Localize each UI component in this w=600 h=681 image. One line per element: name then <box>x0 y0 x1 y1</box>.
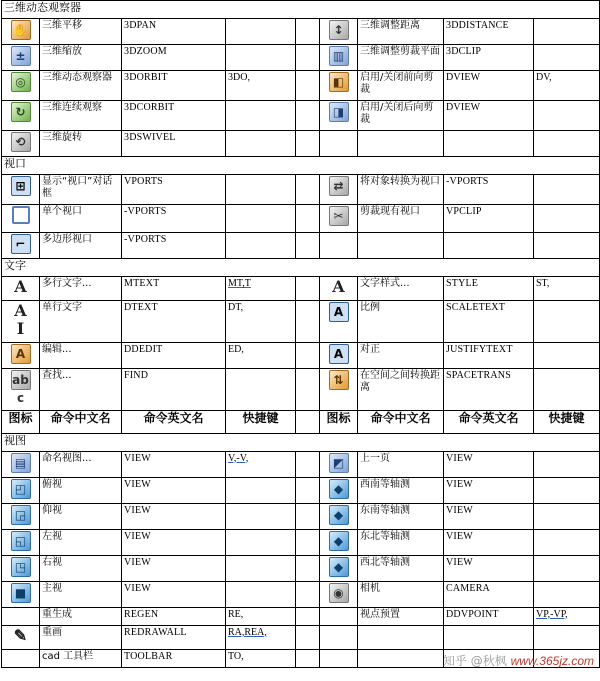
convert-to-viewport-icon[interactable]: ⇄ <box>329 176 349 196</box>
icon-cell <box>320 101 358 131</box>
command-name-zh: 相机 <box>358 581 444 607</box>
command-name-zh <box>358 131 444 157</box>
shortcut <box>226 205 296 233</box>
icon-cell <box>320 233 358 259</box>
command-name-en: VIEW <box>122 477 226 503</box>
icon-cell <box>320 529 358 555</box>
command-name-en <box>444 233 534 259</box>
shortcut <box>534 101 600 131</box>
shortcut <box>226 477 296 503</box>
watermark <box>443 652 594 669</box>
shortcut: ED, <box>226 343 296 369</box>
icon-cell <box>2 649 40 667</box>
swivel-3d-icon[interactable]: ⟲ <box>11 132 31 152</box>
icon-cell <box>320 277 358 301</box>
command-name-zh: 剪裁现有视口 <box>358 205 444 233</box>
watermark-text: 知乎 @秋枫 <box>442 654 507 668</box>
command-name-en: TOOLBAR <box>122 649 226 667</box>
table-row <box>2 477 600 503</box>
icon-cell <box>320 555 358 581</box>
command-name-en: DVIEW <box>444 101 534 131</box>
shortcut <box>226 175 296 205</box>
bottom-view-icon[interactable]: ◲ <box>11 505 31 525</box>
column-gap <box>296 477 320 503</box>
icon-cell <box>2 233 40 259</box>
header-name-zh: 命令中文名 <box>358 411 444 433</box>
command-name-en: VIEW <box>122 503 226 529</box>
shortcut: DV, <box>534 71 600 101</box>
table-row <box>2 277 600 301</box>
column-gap <box>296 607 320 625</box>
command-name-zh: 主视 <box>40 581 122 607</box>
command-name-en <box>444 131 534 157</box>
shortcut: ST, <box>534 277 600 301</box>
shortcut <box>226 581 296 607</box>
column-gap <box>296 649 320 667</box>
command-name-en: VPCLIP <box>444 205 534 233</box>
command-name-zh: 在空间之间转换距离 <box>358 369 444 411</box>
column-gap <box>296 71 320 101</box>
icon-cell <box>2 581 40 607</box>
command-name-zh: 重画 <box>40 625 122 649</box>
ne-iso-icon[interactable]: ◆ <box>329 531 349 551</box>
clip-viewport-icon[interactable]: ✂ <box>329 206 349 226</box>
command-name-en: JUSTIFYTEXT <box>444 343 534 369</box>
command-name-en: DVIEW <box>444 71 534 101</box>
command-name-zh: 西南等轴测 <box>358 477 444 503</box>
table-row <box>2 607 600 625</box>
command-name-zh: 启用/关闭前向剪裁 <box>358 71 444 101</box>
table-row <box>2 101 600 131</box>
shortcut <box>534 529 600 555</box>
command-name-zh: 编辑... <box>40 343 122 369</box>
command-name-zh: 比例 <box>358 301 444 343</box>
icon-cell <box>2 451 40 477</box>
icon-cell <box>320 451 358 477</box>
nw-iso-icon[interactable]: ◆ <box>329 557 349 577</box>
command-name-en: -VPORTS <box>444 175 534 205</box>
section-title: 视口 <box>2 157 600 175</box>
icon-cell <box>320 131 358 157</box>
header-name-zh: 命令中文名 <box>40 411 122 433</box>
table-row <box>2 369 600 411</box>
section-row <box>2 1 600 19</box>
icon-cell <box>2 101 40 131</box>
column-gap <box>296 411 320 433</box>
command-name-zh <box>358 233 444 259</box>
shortcut <box>534 233 600 259</box>
command-name-zh: 仰视 <box>40 503 122 529</box>
shortcut: V,-V, <box>226 451 296 477</box>
shortcut: RE, <box>226 607 296 625</box>
shortcut <box>226 45 296 71</box>
command-name-zh: 命名视图... <box>40 451 122 477</box>
command-name-zh: 多边形视口 <box>40 233 122 259</box>
command-name-en: VPORTS <box>122 175 226 205</box>
command-name-zh: 启用/关闭后向剪裁 <box>358 101 444 131</box>
icon-cell <box>320 45 358 71</box>
command-name-en: VIEW <box>122 555 226 581</box>
column-gap <box>296 301 320 343</box>
icon-cell <box>320 205 358 233</box>
previous-view-icon[interactable]: ◩ <box>329 453 349 473</box>
column-gap <box>296 625 320 649</box>
header-shortcut: 快捷键 <box>226 411 296 433</box>
icon-cell <box>2 529 40 555</box>
icon-cell <box>320 19 358 45</box>
command-name-zh: 显示“视口”对话框 <box>40 175 122 205</box>
adjust-distance-icon[interactable]: ↕ <box>329 20 349 40</box>
shortcut: 3DO, <box>226 71 296 101</box>
icon-cell <box>320 369 358 411</box>
header-name-en: 命令英文名 <box>122 411 226 433</box>
shortcut: MT,T <box>226 277 296 301</box>
command-name-zh: 西北等轴测 <box>358 555 444 581</box>
adjust-clip-icon[interactable]: ▥ <box>329 46 349 66</box>
command-name-zh: 查找... <box>40 369 122 411</box>
column-gap <box>296 343 320 369</box>
command-name-zh: 俯视 <box>40 477 122 503</box>
command-table <box>1 0 600 668</box>
table-row <box>2 71 600 101</box>
icon-cell <box>2 45 40 71</box>
shortcut <box>226 101 296 131</box>
front-clip-icon[interactable]: ◧ <box>329 72 349 92</box>
edit-text-icon[interactable]: A <box>11 344 31 364</box>
icon-cell <box>2 277 40 301</box>
scale-text-icon[interactable]: A <box>329 302 349 322</box>
command-name-zh: 三维平移 <box>40 19 122 45</box>
shortcut <box>226 369 296 411</box>
section-title: 视图 <box>2 433 600 451</box>
command-name-en: REDRAWALL <box>122 625 226 649</box>
icon-cell <box>320 71 358 101</box>
command-name-en: -VPORTS <box>122 233 226 259</box>
back-clip-icon[interactable]: ◨ <box>329 102 349 122</box>
shortcut: VP,-VP, <box>534 607 600 625</box>
command-name-en: VIEW <box>444 503 534 529</box>
icon-cell <box>2 555 40 581</box>
shortcut <box>226 19 296 45</box>
shortcut <box>534 581 600 607</box>
column-gap <box>296 205 320 233</box>
top-view-icon[interactable]: ◰ <box>11 479 31 499</box>
command-name-zh: 对正 <box>358 343 444 369</box>
section-row <box>2 259 600 277</box>
command-name-en: VIEW <box>122 451 226 477</box>
table-row <box>2 19 600 45</box>
command-name-zh: 右视 <box>40 555 122 581</box>
table-row <box>2 555 600 581</box>
command-name-zh: 重生成 <box>40 607 122 625</box>
table-row <box>2 45 600 71</box>
space-translate-icon[interactable]: ⇅ <box>329 370 349 390</box>
single-line-text-icon[interactable]: AI <box>14 301 27 339</box>
command-name-en: 3DDISTANCE <box>444 19 534 45</box>
column-gap <box>296 131 320 157</box>
icon-cell <box>320 607 358 625</box>
command-name-zh: 将对象转换为视口 <box>358 175 444 205</box>
command-name-zh: 三维调整距离 <box>358 19 444 45</box>
command-name-zh <box>358 625 444 649</box>
shortcut <box>534 45 600 71</box>
left-view-icon[interactable]: ◱ <box>11 531 31 551</box>
table-row <box>2 581 600 607</box>
icon-cell <box>2 205 40 233</box>
icon-cell <box>2 503 40 529</box>
command-name-en: VIEW <box>122 581 226 607</box>
table-row <box>2 343 600 369</box>
zoom-3d-icon[interactable]: ± <box>11 46 31 66</box>
icon-cell <box>320 477 358 503</box>
command-name-zh: 视点预置 <box>358 607 444 625</box>
icon-cell <box>2 625 40 649</box>
section-title: 三维动态观察器 <box>2 1 600 19</box>
column-gap <box>296 175 320 205</box>
command-name-en <box>444 625 534 649</box>
icon-cell <box>320 301 358 343</box>
icon-cell <box>2 131 40 157</box>
command-name-en: 3DORBIT <box>122 71 226 101</box>
shortcut <box>534 175 600 205</box>
command-name-en: STYLE <box>444 277 534 301</box>
command-name-zh: 多行文字... <box>40 277 122 301</box>
se-iso-icon[interactable]: ◆ <box>329 505 349 525</box>
shortcut <box>226 503 296 529</box>
shortcut <box>226 233 296 259</box>
justify-text-icon[interactable]: A <box>329 344 349 364</box>
icon-cell <box>320 581 358 607</box>
shortcut <box>534 19 600 45</box>
section-title: 文字 <box>2 259 600 277</box>
header-name-en: 命令英文名 <box>444 411 534 433</box>
shortcut <box>226 529 296 555</box>
icon-cell <box>320 175 358 205</box>
shortcut: TO, <box>226 649 296 667</box>
shortcut <box>534 205 600 233</box>
command-name-en: -VPORTS <box>122 205 226 233</box>
shortcut: RA,REA, <box>226 625 296 649</box>
command-name-zh: 文字样式... <box>358 277 444 301</box>
command-name-en: 3DPAN <box>122 19 226 45</box>
table-row <box>2 503 600 529</box>
shortcut <box>534 369 600 411</box>
icon-cell <box>320 649 358 667</box>
command-name-zh: 左视 <box>40 529 122 555</box>
icon-cell <box>320 343 358 369</box>
column-gap <box>296 369 320 411</box>
icon-cell <box>2 19 40 45</box>
command-name-en: SCALETEXT <box>444 301 534 343</box>
header-icon: 图标 <box>320 411 358 433</box>
shortcut <box>534 343 600 369</box>
shortcut <box>534 477 600 503</box>
column-gap <box>296 555 320 581</box>
column-gap <box>296 529 320 555</box>
command-name-en: VIEW <box>444 555 534 581</box>
shortcut <box>534 625 600 649</box>
column-gap <box>296 19 320 45</box>
viewports-dialog-icon[interactable]: ⊞ <box>11 176 31 196</box>
column-gap <box>296 581 320 607</box>
multiline-text-icon[interactable]: A <box>14 277 27 297</box>
header-shortcut: 快捷键 <box>534 411 600 433</box>
command-name-en: 3DCLIP <box>444 45 534 71</box>
icon-cell <box>2 369 40 411</box>
pan-3d-icon[interactable]: ✋ <box>11 20 31 40</box>
command-name-en: REGEN <box>122 607 226 625</box>
polygonal-viewport-icon[interactable]: ⌐ <box>11 234 31 254</box>
sw-iso-icon[interactable]: ◆ <box>329 479 349 499</box>
command-name-zh: 单个视口 <box>40 205 122 233</box>
command-name-zh: 三维调整剪裁平面 <box>358 45 444 71</box>
command-name-zh: 三维连续观察 <box>40 101 122 131</box>
command-name-en: VIEW <box>444 529 534 555</box>
header-row <box>2 411 600 433</box>
icon-cell <box>2 343 40 369</box>
header-icon: 图标 <box>2 411 40 433</box>
column-gap <box>296 101 320 131</box>
shortcut <box>534 503 600 529</box>
command-name-en: SPACETRANS <box>444 369 534 411</box>
front-view-icon[interactable]: ■ <box>11 583 31 603</box>
find-icon[interactable]: abc <box>11 370 31 390</box>
command-name-en: 3DZOOM <box>122 45 226 71</box>
watermark-site: www.365jz.com <box>510 654 594 668</box>
column-gap <box>296 233 320 259</box>
command-name-en: 3DSWIVEL <box>122 131 226 157</box>
command-name-en: DTEXT <box>122 301 226 343</box>
table-row <box>2 625 600 649</box>
shortcut <box>534 555 600 581</box>
shortcut: DT, <box>226 301 296 343</box>
section-row <box>2 157 600 175</box>
command-name-en: MTEXT <box>122 277 226 301</box>
section-row <box>2 433 600 451</box>
shortcut <box>226 555 296 581</box>
shortcut <box>534 131 600 157</box>
right-view-icon[interactable]: ◳ <box>11 557 31 577</box>
table-row <box>2 131 600 157</box>
shortcut <box>534 451 600 477</box>
command-name-zh: 单行文字 <box>40 301 122 343</box>
column-gap <box>296 503 320 529</box>
table-row <box>2 205 600 233</box>
column-gap <box>296 451 320 477</box>
orbit-3d-icon[interactable]: ◎ <box>11 72 31 92</box>
icon-cell <box>2 175 40 205</box>
table-row <box>2 301 600 343</box>
continuous-orbit-icon[interactable]: ↻ <box>11 102 31 122</box>
icon-cell <box>2 301 40 343</box>
icon-cell <box>2 477 40 503</box>
single-viewport-icon[interactable] <box>12 206 30 224</box>
command-name-zh <box>358 649 444 667</box>
command-name-zh: 三维动态观察器 <box>40 71 122 101</box>
command-name-en: DDVPOINT <box>444 607 534 625</box>
named-views-icon[interactable]: ▤ <box>11 453 31 473</box>
column-gap <box>296 277 320 301</box>
camera-icon[interactable]: ◉ <box>329 583 349 603</box>
command-name-en: CAMERA <box>444 581 534 607</box>
table-row <box>2 233 600 259</box>
command-name-en: FIND <box>122 369 226 411</box>
icon-cell <box>320 503 358 529</box>
text-style-icon[interactable]: A <box>332 277 345 297</box>
command-name-en: 3DCORBIT <box>122 101 226 131</box>
shortcut <box>226 131 296 157</box>
command-name-zh: 三维旋转 <box>40 131 122 157</box>
command-name-zh: 东北等轴测 <box>358 529 444 555</box>
table-row <box>2 529 600 555</box>
table-row <box>2 175 600 205</box>
command-name-en: VIEW <box>444 451 534 477</box>
icon-cell <box>2 71 40 101</box>
command-name-zh: cad 工具栏 <box>40 649 122 667</box>
table-row <box>2 451 600 477</box>
command-name-zh: 上一页 <box>358 451 444 477</box>
command-name-en: DDEDIT <box>122 343 226 369</box>
icon-cell <box>2 607 40 625</box>
shortcut <box>534 301 600 343</box>
icon-cell <box>320 625 358 649</box>
command-name-en: VIEW <box>444 477 534 503</box>
command-name-zh: 东南等轴测 <box>358 503 444 529</box>
command-name-zh: 三维缩放 <box>40 45 122 71</box>
redraw-icon[interactable]: ✎ <box>13 625 28 645</box>
column-gap <box>296 45 320 71</box>
command-name-en: VIEW <box>122 529 226 555</box>
